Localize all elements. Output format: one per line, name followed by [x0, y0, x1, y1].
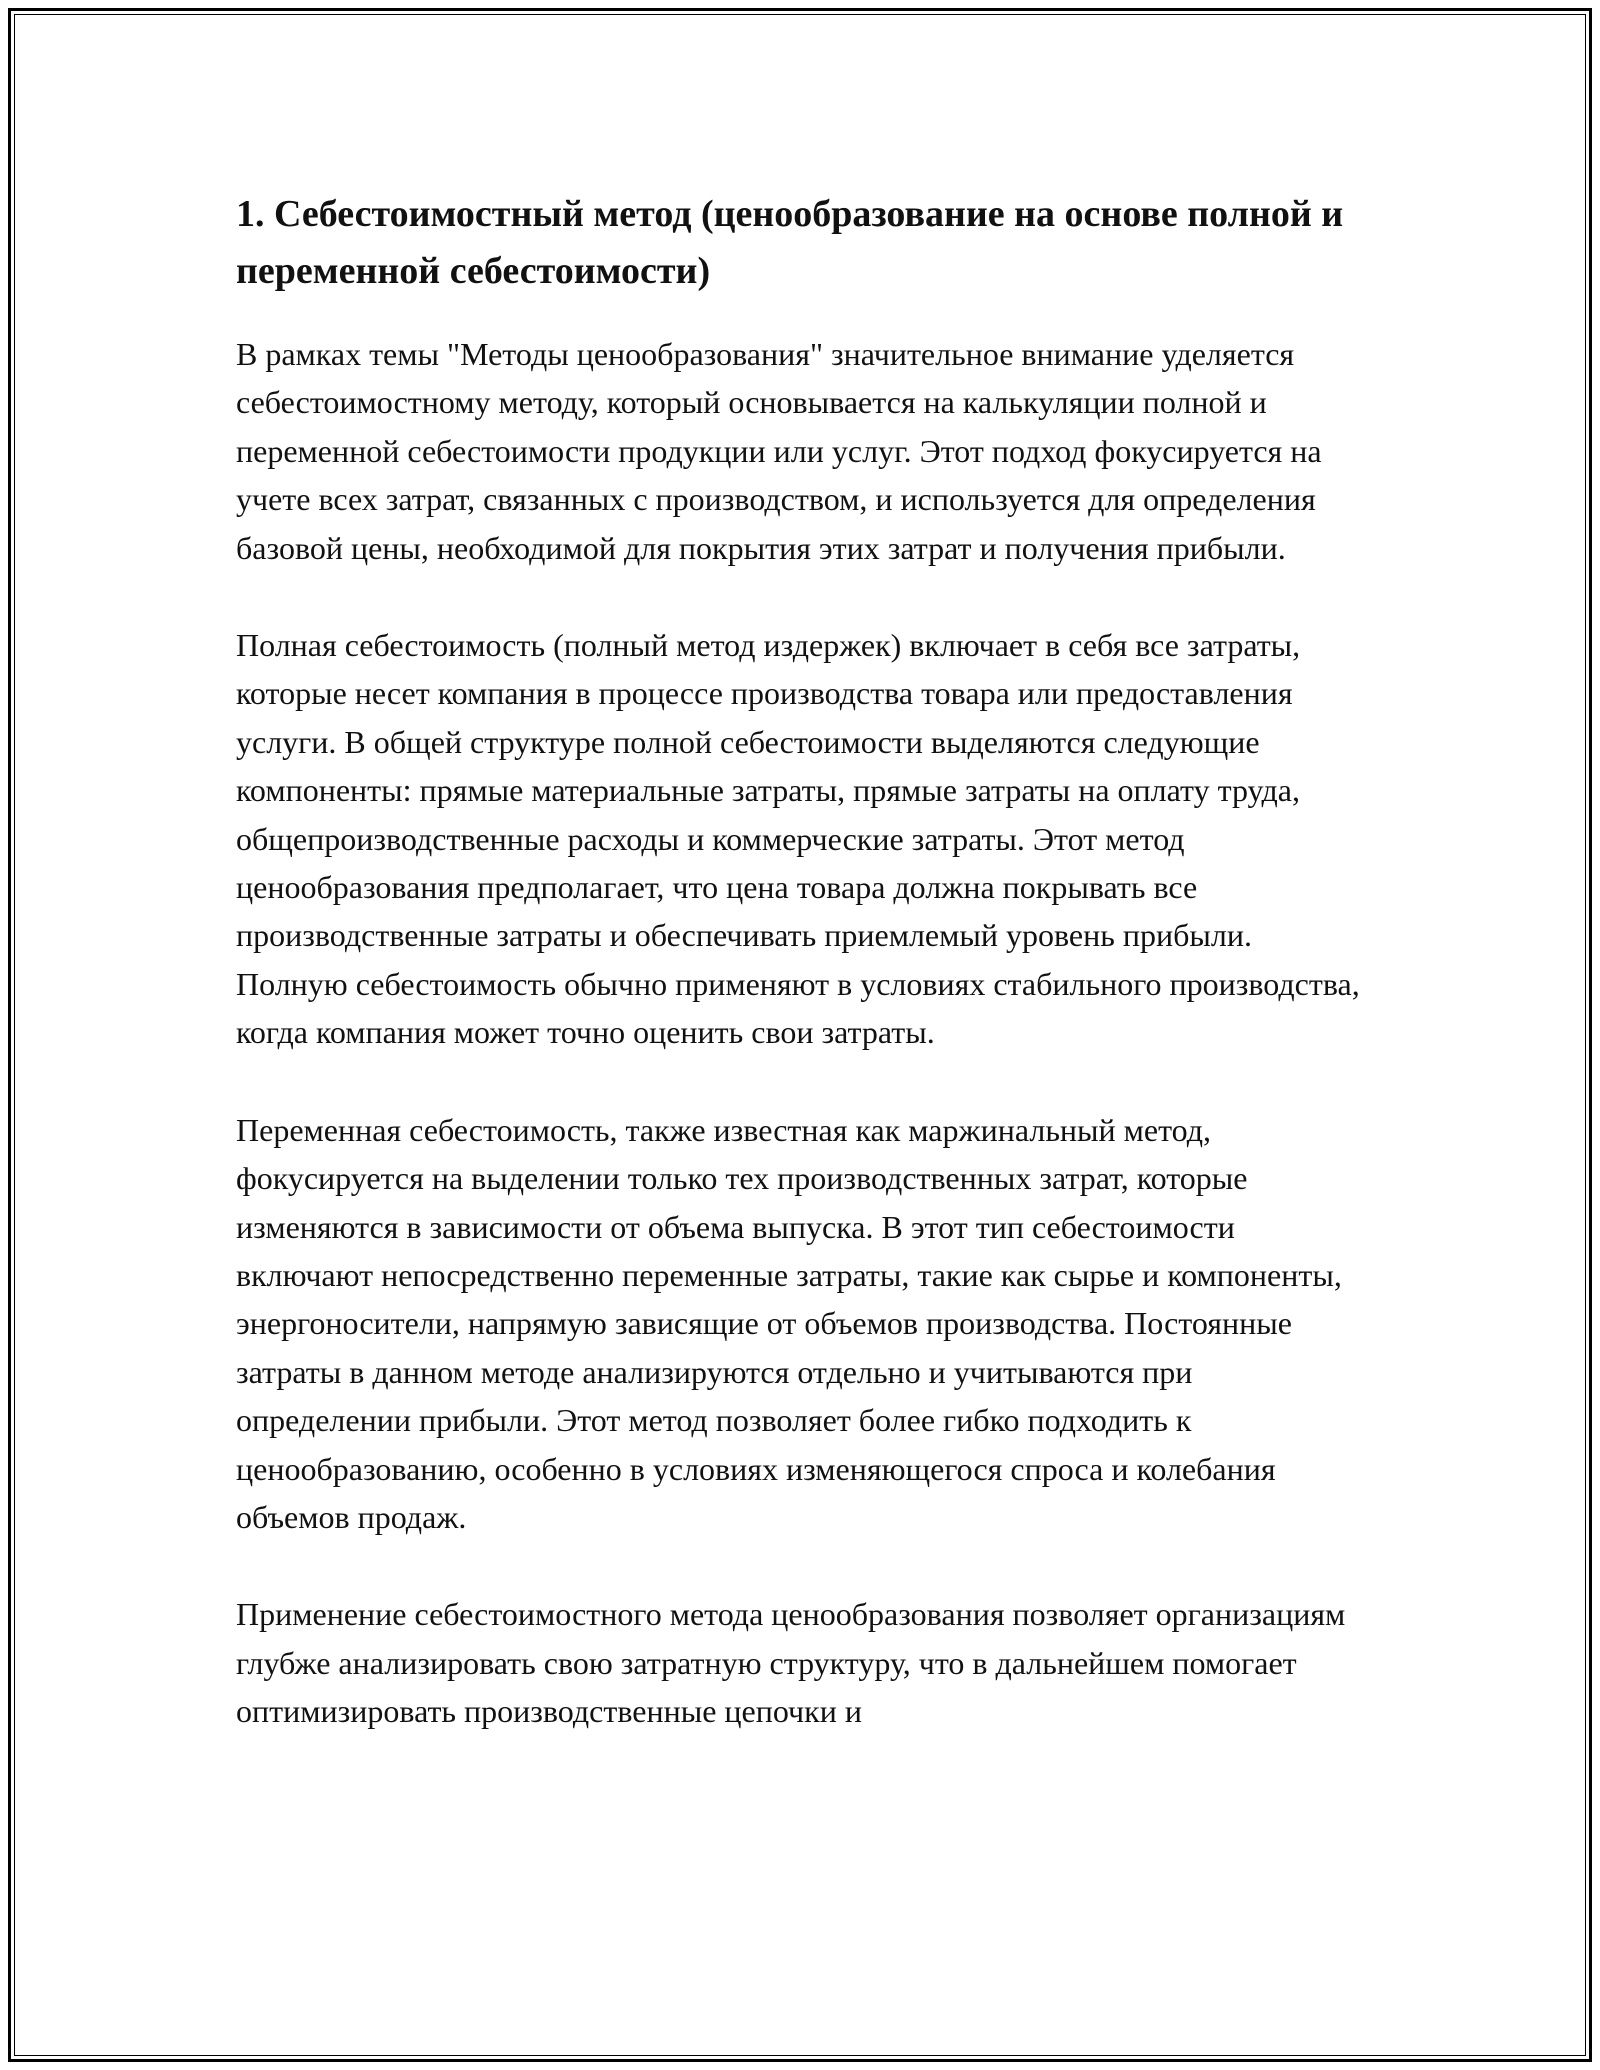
- paragraph-full-cost: Полная себестоимость (полный метод издержек) включает в себя все затраты, которые несет компания в процессе производства товара или предоставления услуги. В общей структуре полной себестоимости выделяются следующие компоненты: прямые материальные затраты, прямые затраты на оплату труда, общепроизводственные расходы и коммерческие затраты. Этот метод ценообразования предполагает, что цена товара должна покрывать все производственные затраты и обеспечивать приемлемый уровень прибыли. Полную себестоимость обычно применяют в условиях стабильного производства, когда компания может точно оценить свои затраты.: [236, 627, 1360, 1051]
- paragraph-application: Применение себестоимостного метода ценообразования позволяет организациям глубже анализировать свою затратную структуру, что в дальнейшем помогает оптимизировать производственные цепочки и: [236, 1596, 1346, 1730]
- paragraph-intro: В рамках темы "Методы ценообразования" значительное внимание уделяется себестоимостному методу, который основывается на калькуляции полной и переменной себестоимости продукции или услуг. Этот подход фокусируется на учете всех затрат, связанных с производством, и используется для определения базовой цены, необходимой для покрытия этих затрат и получения прибыли.: [236, 336, 1322, 566]
- section-heading: 1. Себестоимостный метод (ценообразование на основе полной и переменной себестоимости): [236, 193, 1344, 292]
- paragraph-variable-cost: Переменная себестоимость, также известная как маржинальный метод, фокусируется на выделении только тех производственных затрат, которые изменяются в зависимости от объема выпуска. В этот тип себестоимости включают непосредственно переменные затраты, такие как сырье и компоненты, энергоносители, напрямую зависящие от объемов производства. Постоянные затраты в данном методе анализируются отдельно и учитываются при определении прибыли. Этот метод позволяет более гибко подходить к ценообразованию, особенно в условиях изменяющегося спроса и колебания объемов продаж.: [236, 1111, 1342, 1535]
- document-body: [236, 186, 1360, 1785]
